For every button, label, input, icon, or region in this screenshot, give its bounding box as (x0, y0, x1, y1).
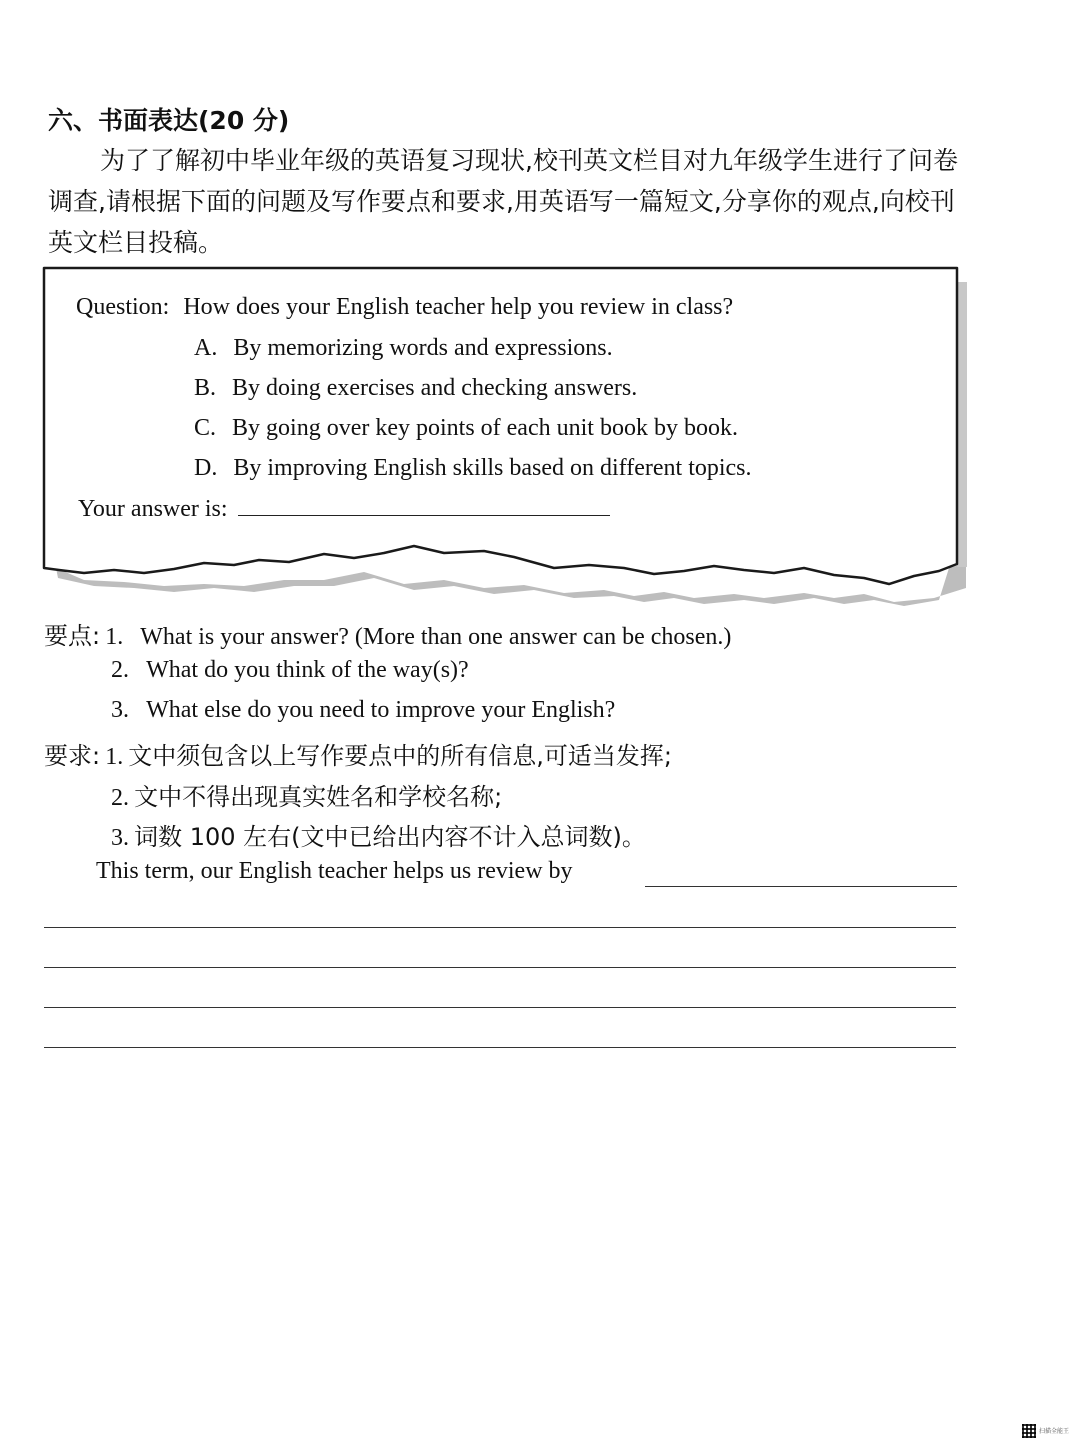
option-letter: D. (194, 455, 218, 481)
answer-line-0[interactable] (645, 886, 957, 887)
answer-line-4[interactable] (44, 1047, 956, 1048)
option-letter: A. (194, 335, 218, 361)
qr-code-icon (1022, 1424, 1036, 1438)
points-row-3 (111, 697, 615, 724)
option-d (194, 455, 752, 482)
option-c (194, 415, 738, 442)
requirement-number: 3. (111, 825, 129, 851)
point-number: 2. (111, 657, 129, 683)
requirement-text: 词数 100 左右(文中已给出内容不计入总词数)。 (134, 823, 646, 851)
point-text: What else do you need to improve your English? (146, 697, 616, 723)
point-text: What is your answer? (More than one answer can be chosen.) (140, 624, 732, 650)
point-text: What do you think of the way(s)? (146, 657, 469, 683)
survey-card (44, 268, 957, 590)
option-letter: B. (194, 375, 217, 401)
question-line (76, 294, 733, 321)
question-label: Question: (76, 294, 170, 320)
requirement-number: 1. (105, 744, 124, 770)
answer-blank[interactable] (238, 497, 610, 516)
requirement-number: 2. (111, 785, 129, 811)
option-text: By going over key points of each unit book by book. (232, 415, 738, 441)
writing-starter: This term, our English teacher helps us review by (96, 858, 573, 884)
point-number: 3. (111, 697, 129, 723)
section-title: 六、书面表达(20 分) (48, 106, 290, 135)
option-text: By doing exercises and checking answers. (232, 375, 638, 401)
points-row-2 (111, 657, 469, 684)
option-b (194, 375, 637, 402)
scanner-watermark (1022, 1424, 1069, 1438)
answer-line-3[interactable] (44, 1007, 956, 1008)
points-label: 要点: (44, 622, 101, 650)
writing-starter-line (96, 858, 573, 885)
watermark-text: 扫描全能王 (1039, 1427, 1070, 1435)
option-text: By improving English skills based on different topics. (233, 455, 752, 481)
option-text: By memorizing words and expressions. (233, 335, 613, 361)
requirement-text: 文中须包含以上写作要点中的所有信息,可适当发挥; (128, 742, 672, 770)
point-number: 1. (105, 624, 124, 650)
question-text: How does your English teacher help you review in class? (183, 294, 734, 320)
answer-line (78, 496, 610, 523)
requirement-text: 文中不得出现真实姓名和学校名称; (134, 783, 503, 811)
requirements-row-3 (111, 817, 646, 852)
section-instructions: 为了了解初中毕业年级的英语复习现状,校刊英文栏目对九年级学生进行了问卷调查,请根据下面的问题及写作要点和要求,用英语写一篇短文,分享你的观点,向校刊英文栏目投稿。 (48, 146, 958, 257)
requirements-label: 要求: (44, 742, 101, 770)
requirements-row-2 (111, 777, 502, 812)
option-a (194, 335, 613, 362)
points-row-1 (44, 616, 731, 651)
answer-line-1[interactable] (44, 927, 956, 928)
requirements-row-1 (44, 736, 672, 771)
answer-label: Your answer is: (78, 496, 228, 522)
answer-line-2[interactable] (44, 967, 956, 968)
option-letter: C. (194, 415, 217, 441)
